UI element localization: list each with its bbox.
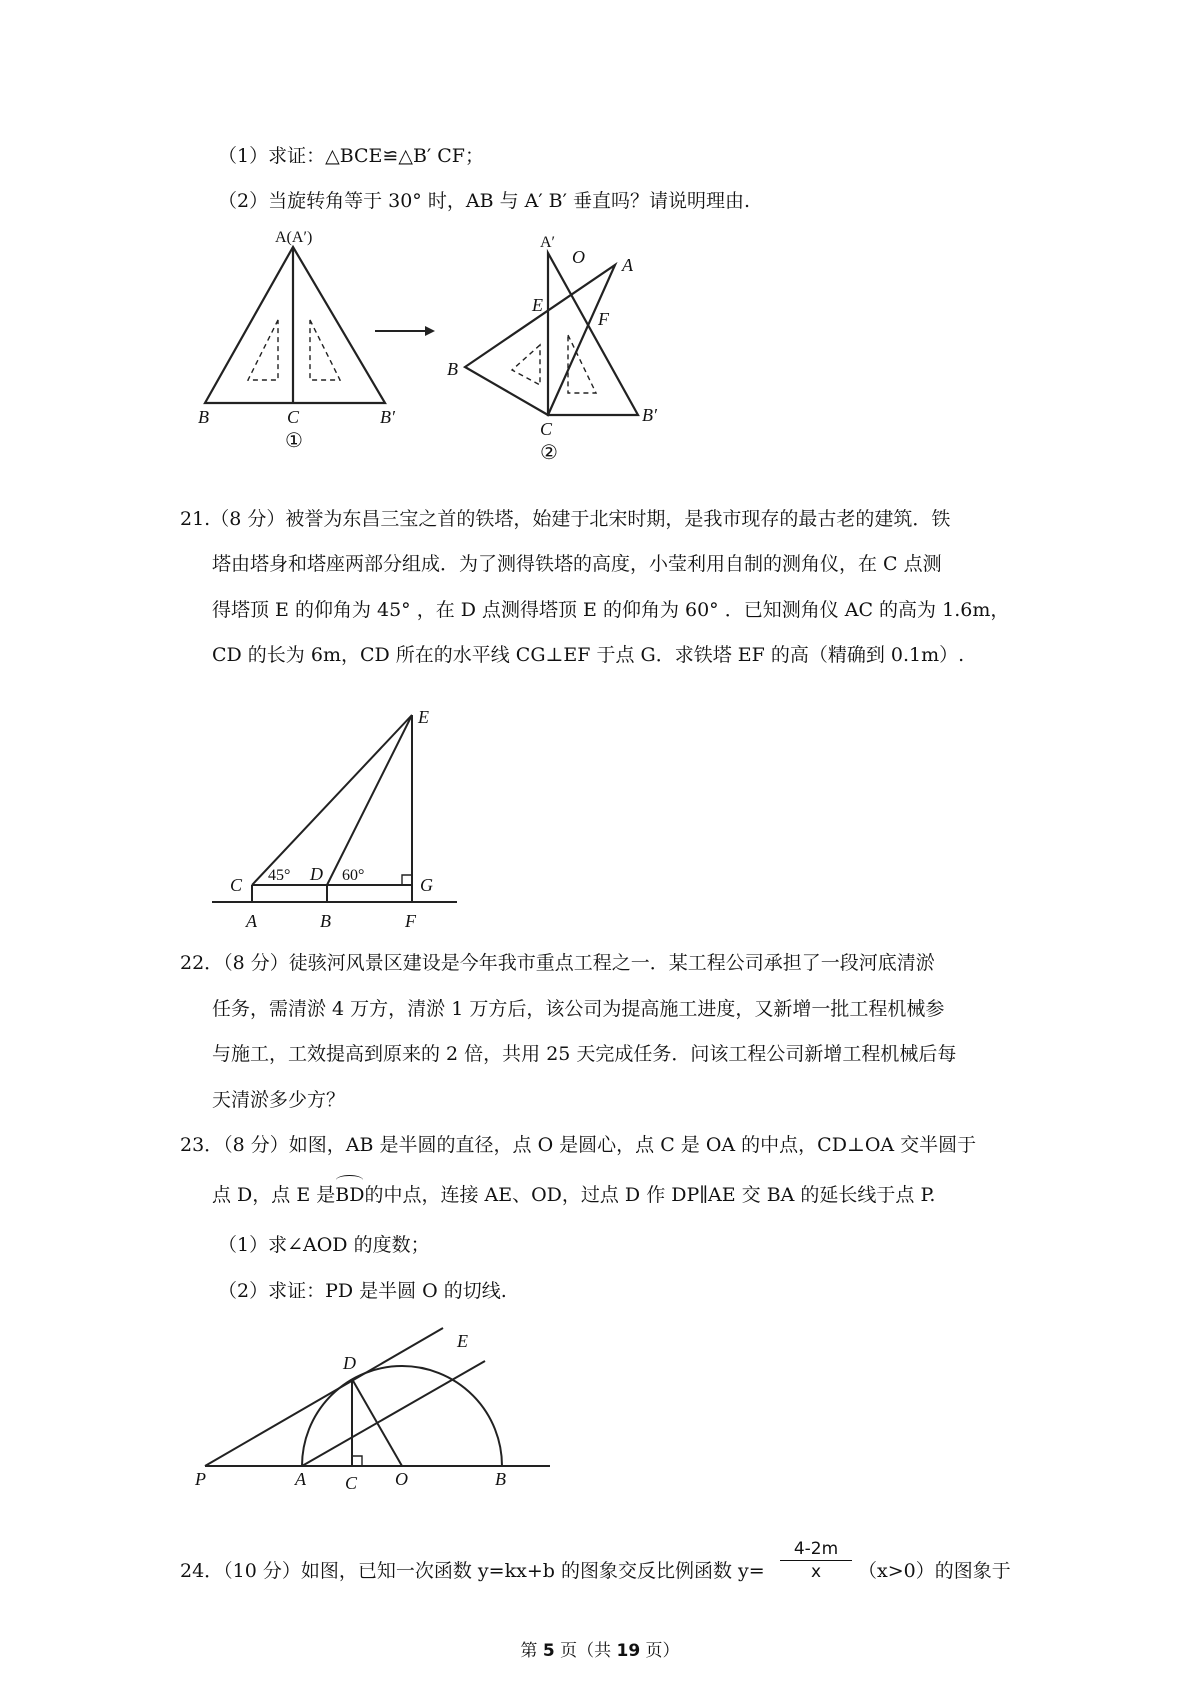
q24-fraction-numerator: 4-2m — [780, 1538, 852, 1561]
q23-label-e: E — [457, 1331, 468, 1351]
q20-figure-svg — [190, 225, 690, 465]
q23-line2 — [212, 1182, 935, 1208]
q20-fig2-label-c: C — [540, 419, 553, 439]
q22-line1: 22．（8 分）徒骇河风景区建设是今年我市重点工程之一．某工程公司承担了一段河底清淤 — [180, 952, 935, 974]
q21-label-60: 60° — [342, 867, 365, 884]
q23-label-o: O — [395, 1469, 408, 1489]
q21-line4: CD 的长为 6m，CD 所在的水平线 CG⊥EF 于点 G．求铁塔 EF 的高（精确到 0.1m）. — [212, 644, 965, 666]
q24-fraction-denominator: x — [810, 1562, 822, 1582]
q21-label-e: E — [418, 707, 429, 727]
q23-label-d: D — [343, 1353, 356, 1373]
q20-fig2-label-o: O — [572, 247, 585, 267]
q20-fig2-label-a: A — [622, 255, 633, 275]
q20-fig2-label-b: B — [447, 359, 458, 379]
footer-page-number: 5 — [542, 1641, 555, 1661]
q21-label-g: G — [420, 875, 433, 895]
q23-figure-svg — [195, 1323, 555, 1493]
q20-fig2-label-f: F — [598, 309, 609, 329]
q21-figure-svg — [212, 695, 472, 935]
q20-fig2-label-bprime: B′ — [642, 405, 657, 425]
q20-fig1-label-b: B — [198, 407, 209, 427]
q24-fraction — [780, 1538, 852, 1583]
q21-line1: 21.（8 分）被誉为东昌三宝之首的铁塔，始建于北宋时期，是我市现存的最古老的建筑．铁 — [180, 508, 951, 530]
q22-line4: 天清淤多少方？ — [212, 1089, 346, 1111]
q20-fig1 — [205, 247, 385, 403]
q21-label-d: D — [310, 864, 323, 884]
q23-label-p: P — [195, 1469, 206, 1489]
q23-label-c: C — [345, 1473, 358, 1493]
q23-label-a: A — [295, 1469, 306, 1489]
q21-label-f: F — [405, 911, 416, 931]
q20-fig2 — [465, 253, 638, 415]
q23-line1: 23．（8 分）如图，AB 是半圆的直径，点 O 是圆心，点 C 是 OA 的中点，CD⊥OA 交半圆于 — [180, 1134, 977, 1156]
footer-middle: 页（共 — [554, 1641, 617, 1661]
q20-figure — [190, 225, 690, 465]
q23-arc-bd — [335, 1182, 364, 1208]
q21-label-c: C — [230, 875, 243, 895]
q21-label-a: A — [246, 911, 257, 931]
footer-suffix: 页） — [640, 1641, 680, 1661]
q23-part1: （1）求∠AOD 的度数； — [218, 1234, 430, 1256]
q20-fig1-number: ① — [285, 430, 303, 452]
q20-fig1-label-bprime: B′ — [380, 407, 395, 427]
q21-label-b: B — [320, 911, 331, 931]
q23-arc-label: BD — [335, 1184, 365, 1206]
q20-part1: （1）求证：△BCE≌△B′ CF； — [218, 145, 484, 167]
q23-figure — [195, 1323, 555, 1493]
footer-total-pages: 19 — [616, 1641, 641, 1661]
q23-part2: （2）求证：PD 是半圆 O 的切线. — [218, 1280, 507, 1302]
arrow-icon — [375, 326, 435, 336]
q21-figure — [212, 695, 472, 935]
q21-line2: 塔由塔身和塔座两部分组成．为了测得铁塔的高度，小莹利用自制的测角仪，在 C 点测 — [212, 553, 942, 575]
footer-prefix: 第 — [520, 1641, 543, 1661]
q23-line2-end: 的中点，连接 AE、OD，过点 D 作 DP∥AE 交 BA 的延长线于点 P. — [364, 1184, 936, 1206]
q22-line3: 与施工，工效提高到原来的 2 倍，共用 25 天完成任务．问该工程公司新增工程机械后每 — [212, 1043, 957, 1065]
q20-part2: （2）当旋转角等于 30° 时，AB 与 A′ B′ 垂直吗？请说明理由. — [218, 190, 751, 212]
q20-fig1-label-a: A(A′) — [275, 229, 313, 246]
q24-line-end: （x>0）的图象于 — [858, 1560, 1011, 1582]
page-footer — [0, 1636, 1200, 1661]
q21-line3: 得塔顶 E 的仰角为 45° ，在 D 点测得塔顶 E 的仰角为 60° ．已知测角仪 AC 的高为 1.6m， — [212, 599, 1010, 621]
q20-fig2-label-e: E — [532, 295, 543, 315]
q23-label-b: B — [495, 1469, 506, 1489]
q22-line2: 任务，需清淤 4 万方，清淤 1 万方后，该公司为提高施工进度，又新增一批工程机械参 — [212, 998, 945, 1020]
q23-line2-start: 点 D，点 E 是 — [212, 1184, 336, 1206]
arc-icon — [336, 1175, 363, 1185]
q20-fig2-label-aprime: A′ — [540, 234, 556, 251]
q21-label-45: 45° — [268, 867, 291, 884]
q20-fig1-label-c: C — [287, 407, 300, 427]
q20-fig2-number: ② — [540, 442, 558, 464]
q24-line-start: 24．（10 分）如图，已知一次函数 y=kx+b 的图象交反比例函数 y= — [180, 1560, 765, 1582]
